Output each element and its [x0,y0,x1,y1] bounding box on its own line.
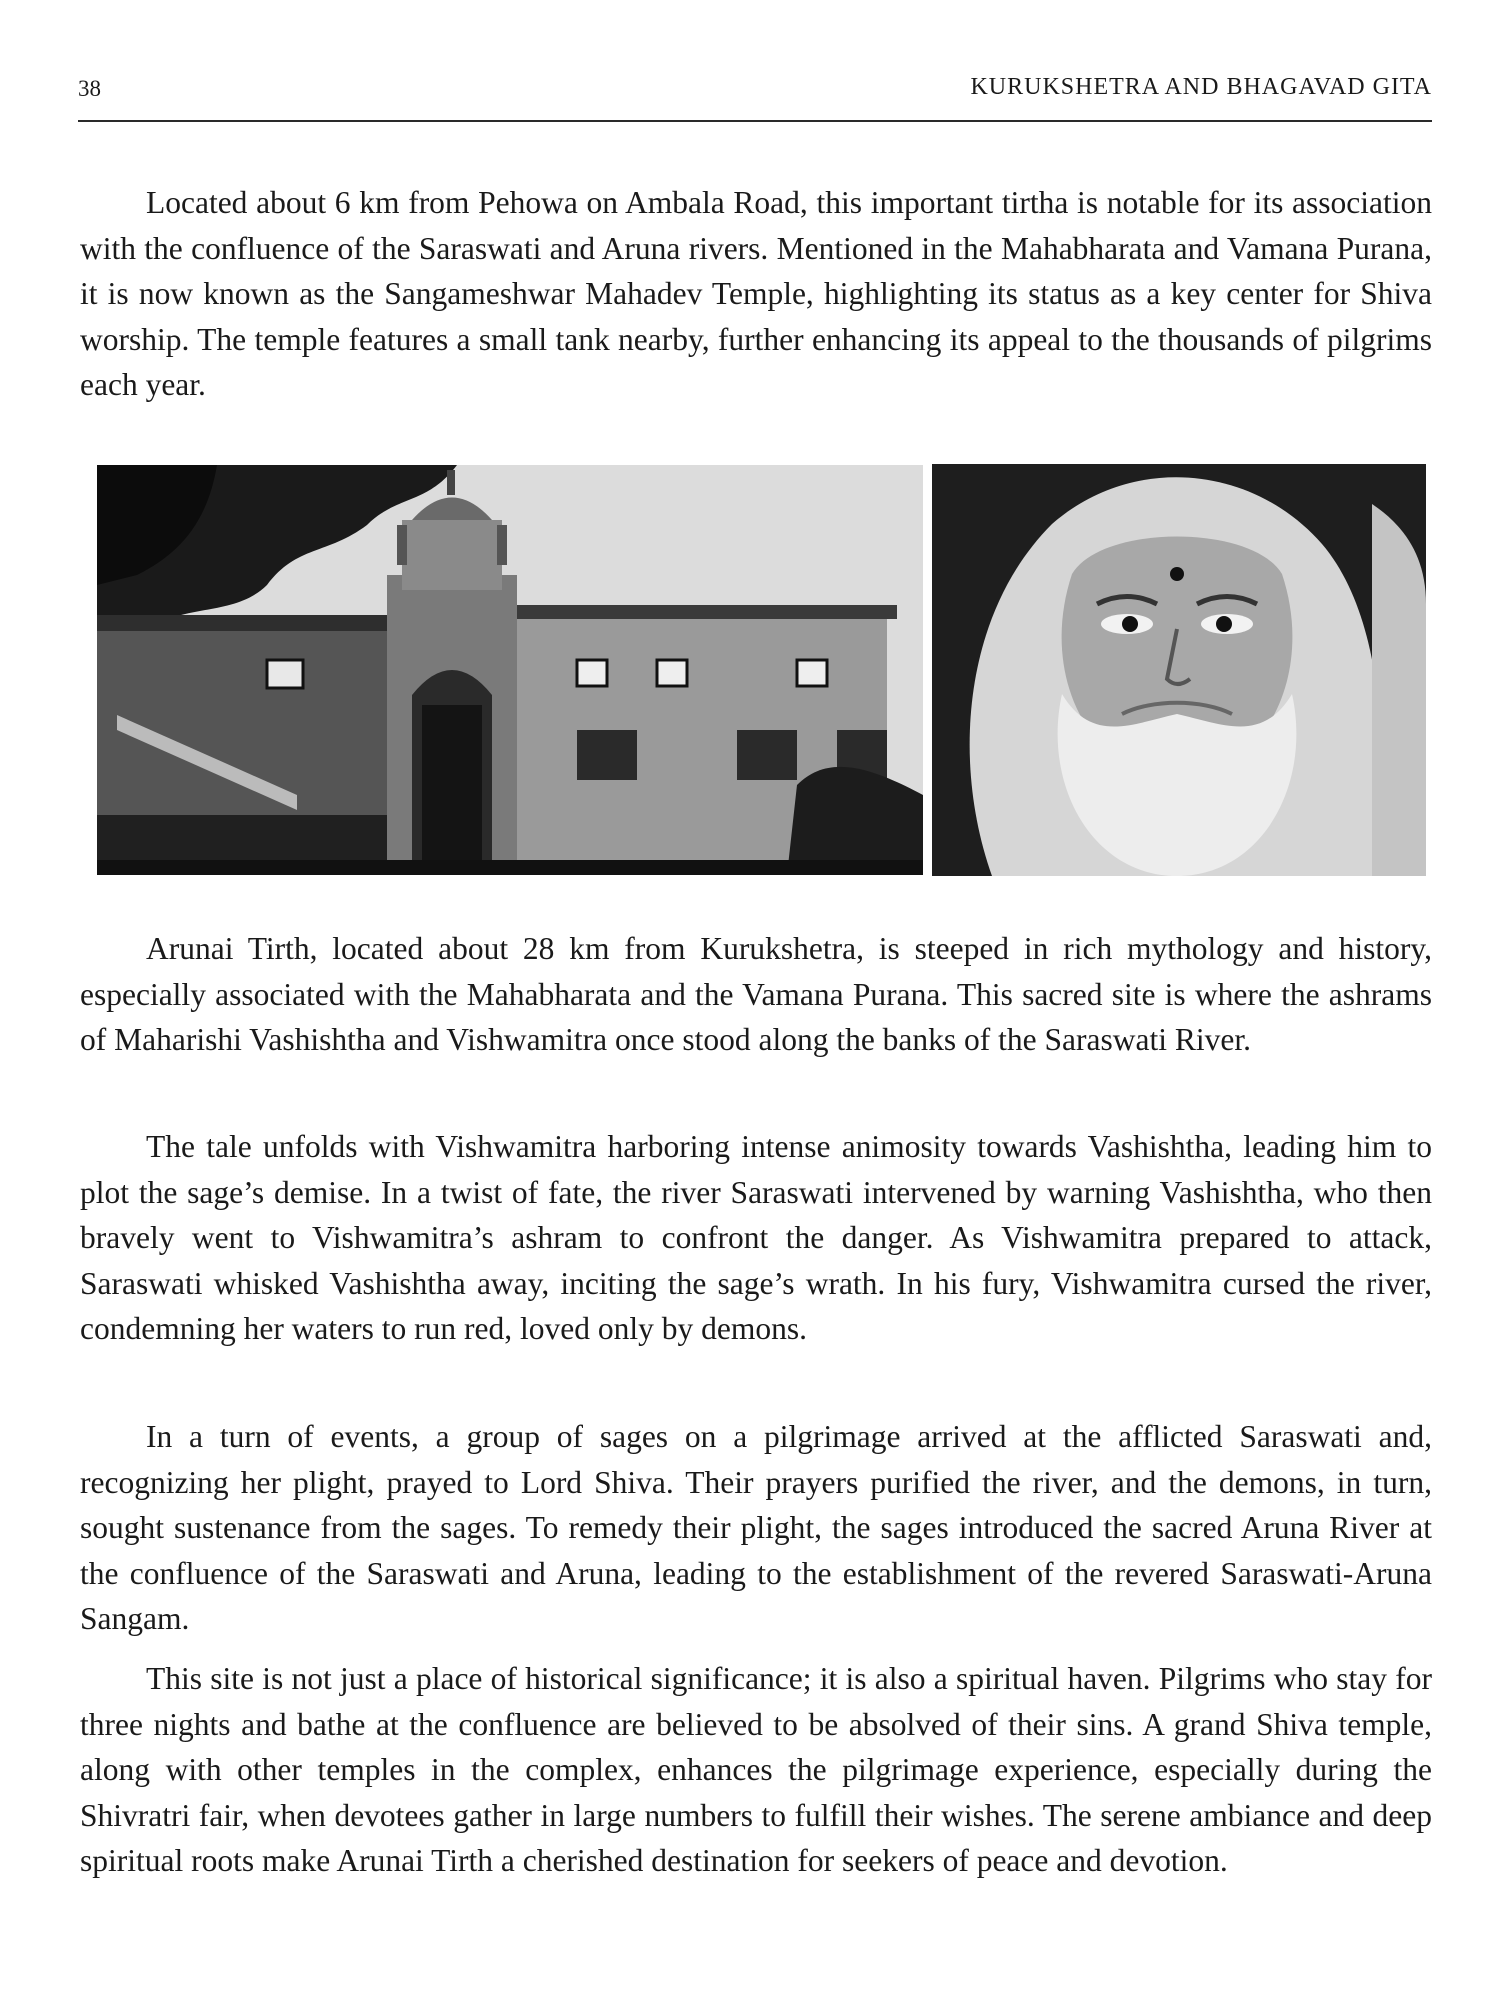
running-title: KURUKSHETRA AND BHAGAVAD GITA [970,74,1432,100]
page-number: 38 [78,76,101,101]
sage-portrait [932,464,1426,876]
temple-photo [97,465,923,875]
paragraph-tale: The tale unfolds with Vishwamitra harboring intense animosity towards Vashishtha, leading him to plot the sage’s demise. In a twist of fate, the river Saraswati intervened by warning Vashishtha, who then bravely went to Vishwamitra’s ashram to confront the danger. As Vishwamitra prepared to attack, Saraswati whisked Vashishtha away, inciting the sage’s wrath. In his fury, Vishwamitra cursed the river, condemning her waters to run red, loved only by demons. [80,1129,1432,1346]
paragraph-sages: In a turn of events, a group of sages on a pilgrimage arrived at the afflicted Saraswati and, recognizing her plight, prayed to Lord Shiva. Their prayers purified the river, and the demons, in turn, sought sustenance from the sages. To remedy their plight, the sages introduced the sacred Aruna River at the confluence of the Saraswati and Aruna, leading to the establishment of the revered Saraswati-Aruna Sangam. [80,1419,1432,1636]
paragraph-sangameshwar: Located about 6 km from Pehowa on Ambala Road, this important tirtha is notable for its association with the confluence of the Saraswati and Aruna rivers. Mentioned in the Mahabharata and Vamana Purana, it is now known as the Sangameshwar Mahadev Temple, highlighting its status as a key center for Shiva worship. The temple features a small tank nearby, further enhancing its appeal to the thousands of pilgrims each year. [80,185,1432,402]
paragraph-arunai-intro: Arunai Tirth, located about 28 km from Kurukshetra, is steeped in rich mythology and history, especially associated with the Mahabharata and the Vamana Purana. This sacred site is where the ashrams of Maharishi Vashishtha and Vishwamitra once stood along the banks of the Saraswati River. [80,931,1432,1057]
paragraph-spiritual-haven: This site is not just a place of historical significance; it is also a spiritual haven. Pilgrims who stay for three nights and bathe at the confluence are believed to be absolved of their sins. A grand Shiva temple, along with other temples in the complex, enhances the pilgrimage experience, especially during the Shivratri fair, when devotees gather in large numbers to fulfill their wishes. The serene ambiance and deep spiritual roots make Arunai Tirth a cherished destination for seekers of peace and devotion. [80,1661,1432,1878]
page-header [78,68,1432,122]
